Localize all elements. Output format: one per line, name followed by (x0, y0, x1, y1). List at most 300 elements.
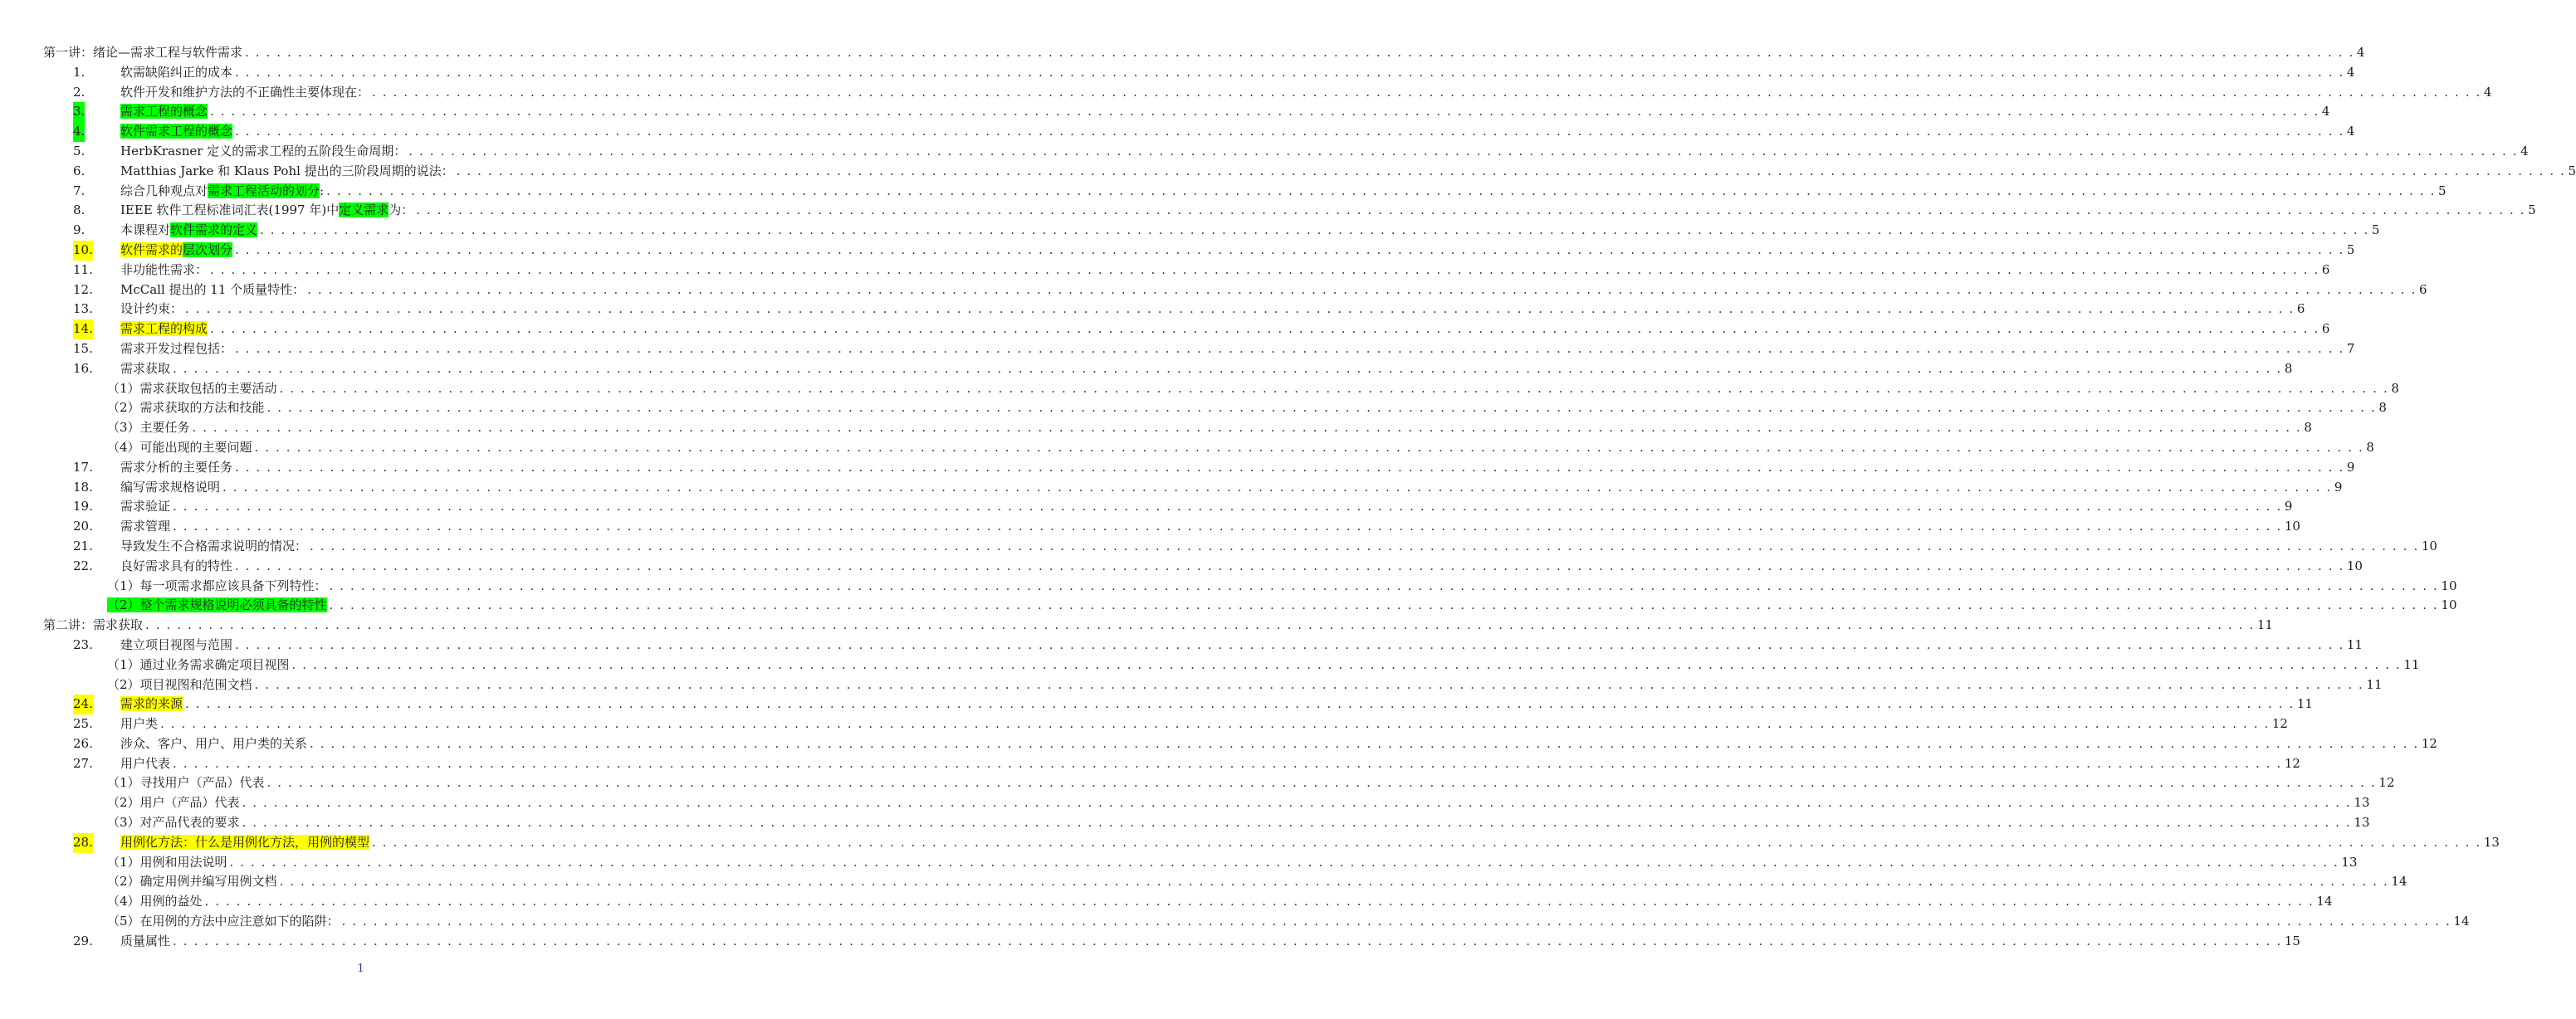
toc-entry (107, 773, 2395, 793)
toc-page-number: 11 (2256, 617, 2273, 633)
toc-item-number: 21. (73, 538, 93, 553)
toc-section-row[interactable] (0, 497, 2293, 517)
toc-entry (120, 142, 2529, 162)
toc-title-segment: HerbKrasner 定义的需求工程的五阶段生命周期： (120, 143, 407, 158)
toc-leader-dots: . . . . . . . . . . . . . . . . . . . . . . . . . . . . . . . . . . . . . . . . . . . . . . . . . . . . . . . . . . . . . . . . . . . . . . . . . . . . . . . . . . . . . . . . . . . . . . . . . . . . . . . . . . . . . . . . . . . . . . . . . . . . . . . . . . . . . . . . . . . . . . . . . . . . . . . . . . . . . . . . . . . . . . . . . . . . . . . . . . . . . . . . . . . . . . . . . . . . . . . . (456, 163, 2566, 178)
toc-title-segment: （1）寻找用户（产品）代表 (107, 775, 265, 791)
toc-title-segment: 建立项目视图与范围 (120, 636, 233, 652)
toc-item-title (107, 675, 252, 695)
toc-page-number: 4 (2356, 45, 2365, 60)
toc-item-title (120, 162, 454, 182)
toc-leader-dots: . . . . . . . . . . . . . . . . . . . . . . . . . . . . . . . . . . . . . . . . . . . . . . . . . . . . . . . . . . . . . . . . . . . . . . . . . . . . . . . . . . . . . . . . . . . . . . . . . . . . . . . . . . . . . . . . . . . . . . . . . . . . . . . . . . . . . . . . . . . . . . . . . . . . . . . . . . . . . . . . . . . . . . . . . . . . . . . . . . . . . . . . . . . . . . . . . . . . . . . . (242, 815, 2352, 831)
toc-item-title (107, 398, 265, 418)
toc-item-title (107, 872, 277, 892)
toc-leader-dots: . . . . . . . . . . . . . . . . . . . . . . . . . . . . . . . . . . . . . . . . . . . . . . . . . . . . . . . . . . . . . . . . . . . . . . . . . . . . . . . . . . . . . . . . . . . . . . . . . . . . . . . . . . . . . . . . . . . . . . . . . . . . . . . . . . . . . . . . . . . . . . . . . . . . . . . . . . . . . . . . . . . . . . . . . . . . . . . . . . . . . . . . . . . . . . . . . . . . . . . . (210, 261, 2319, 277)
toc-item-number: 23. (73, 636, 93, 652)
toc-leader-dots: . . . . . . . . . . . . . . . . . . . . . . . . . . . . . . . . . . . . . . . . . . . . . . . . . . . . . . . . . . . . . . . . . . . . . . . . . . . . . . . . . . . . . . . . . . . . . . . . . . . . . . . . . . . . . . . . . . . . . . . . . . . . . . . . . . . . . . . . . . . . . . . . . . . . . . . . . . . . . . . . . . . . . . . . . . . . . . . . . . . . . . . . . . . . . . . . . . . . . . . . (372, 84, 2481, 100)
toc-title-segment: （2）需求获取的方法和技能 (107, 400, 265, 416)
toc-leader-dots: . . . . . . . . . . . . . . . . . . . . . . . . . . . . . . . . . . . . . . . . . . . . . . . . . . . . . . . . . . . . . . . . . . . . . . . . . . . . . . . . . . . . . . . . . . . . . . . . . . . . . . . . . . . . . . . . . . . . . . . . . . . . . . . . . . . . . . . . . . . . . . . . . . . . . . . . . . . . . . . . . . . . . . . . . . . . . . . . . . . . . . . . . . . . . . . . . . . . . . . . (204, 894, 2314, 909)
toc-section-row[interactable] (0, 142, 2529, 162)
toc-leader-dots: . . . . . . . . . . . . . . . . . . . . . . . . . . . . . . . . . . . . . . . . . . . . . . . . . . . . . . . . . . . . . . . . . . . . . . . . . . . . . . . . . . . . . . . . . . . . . . . . . . . . . . . . . . . . . . . . . . . . . . . . . . . . . . . . . . . . . . . . . . . . . . . . . . . . . . . . . . . . . . . . . . . . . . . . . . . . . . . . . . . . . . . . . . . . . . . . . . . . . . . . (242, 795, 2352, 811)
toc-subsection-row[interactable] (0, 892, 2333, 912)
toc-leader-dots: . . . . . . . . . . . . . . . . . . . . . . . . . . . . . . . . . . . . . . . . . . . . . . . . . . . . . . . . . . . . . . . . . . . . . . . . . . . . . . . . . . . . . . . . . . . . . . . . . . . . . . . . . . . . . . . . . . . . . . . . . . . . . . . . . . . . . . . . . . . . . . . . . . . . . . . . . . . . . . . . . . . . . . . . . . . . . . . . . . . . . . . . . . . . . . . . . . . . . . . . (235, 459, 2344, 475)
toc-section-row[interactable] (0, 122, 2355, 142)
toc-subsection-row[interactable] (0, 793, 2370, 813)
toc-item-number: 4. (73, 122, 85, 142)
toc-section-row[interactable] (0, 241, 2355, 261)
toc-section-row[interactable] (0, 261, 2330, 280)
toc-section-row[interactable] (0, 754, 2300, 774)
toc-page-number: 8 (2366, 439, 2374, 455)
toc-page-number: 11 (2403, 656, 2420, 672)
toc-section-row[interactable] (0, 319, 2330, 339)
toc-page-number: 13 (2483, 834, 2500, 850)
toc-entry (120, 754, 2300, 774)
toc-title-segment: : (320, 183, 325, 198)
toc-title-segment: 层次划分 (183, 241, 233, 257)
toc-entry (107, 853, 2358, 873)
toc-section-row[interactable] (0, 734, 2437, 754)
toc-leader-dots: . . . . . . . . . . . . . . . . . . . . . . . . . . . . . . . . . . . . . . . . . . . . . . . . . . . . . . . . . . . . . . . . . . . . . . . . . . . . . . . . . . . . . . . . . . . . . . . . . . . . . . . . . . . . . . . . . . . . . . . . . . . . . . . . . . . . . . . . . . . . . . . . . . . . . . . . . . . . . . . . . . . . . . . . . . . . . . . . . . . . . . . . . . . . . . . . . . . . . . . . (260, 222, 2369, 238)
toc-entry (120, 83, 2492, 103)
toc-item-title (120, 83, 369, 103)
toc-title-segment: 需求的来源 (120, 696, 183, 712)
toc-section-row[interactable] (0, 714, 2288, 734)
toc-title-segment: （2）用户（产品）代表 (107, 795, 240, 811)
toc-title-segment: 需求开发过程包括： (120, 340, 233, 356)
toc-item-number: 5. (73, 143, 86, 158)
toc-title-segment: （5）在用例的方法中应注意如下的陷阱： (107, 914, 340, 929)
page-number: 1 (357, 963, 364, 975)
toc-leader-dots: . . . . . . . . . . . . . . . . . . . . . . . . . . . . . . . . . . . . . . . . . . . . . . . . . . . . . . . . . . . . . . . . . . . . . . . . . . . . . . . . . . . . . . . . . . . . . . . . . . . . . . . . . . . . . . . . . . . . . . . . . . . . . . . . . . . . . . . . . . . . . . . . . . . . . . . . . . . . . . . . . . . . . . . . . . . . . . . . . . . . . . . . . . . . . . . . . . . . . . . . (235, 558, 2344, 573)
toc-chapter-row[interactable] (0, 43, 2365, 63)
toc-title-segment: （3）对产品代表的要求 (107, 815, 240, 831)
toc-leader-dots: . . . . . . . . . . . . . . . . . . . . . . . . . . . . . . . . . . . . . . . . . . . . . . . . . . . . . . . . . . . . . . . . . . . . . . . . . . . . . . . . . . . . . . . . . . . . . . . . . . . . . . . . . . . . . . . . . . . . . . . . . . . . . . . . . . . . . . . . . . . . . . . . . . . . . . . . . . . . . . . . . . . . . . . . . . . . . . . . . . . . . . . . . . . . . . . . . . . . . . . . (235, 340, 2344, 356)
toc-leader-dots: . . . . . . . . . . . . . . . . . . . . . . . . . . . . . . . . . . . . . . . . . . . . . . . . . . . . . . . . . . . . . . . . . . . . . . . . . . . . . . . . . . . . . . . . . . . . . . . . . . . . . . . . . . . . . . . . . . . . . . . . . . . . . . . . . . . . . . . . . . . . . . . . . . . . . . . . . . . . . . . . . . . . . . . . . . . . . . . . . . . . . . . . . . . . . . . . . . . . . . . . (408, 143, 2519, 158)
toc-section-row[interactable] (0, 695, 2313, 714)
toc-page-number: 14 (2316, 894, 2333, 909)
toc-title-segment: 用户代表 (120, 755, 171, 771)
toc-subsection-row[interactable] (0, 872, 2407, 892)
toc-subsection-row[interactable] (0, 912, 2470, 932)
toc-page-number: 7 (2346, 340, 2355, 356)
toc-page-number: 12 (2421, 735, 2437, 751)
toc-item-title (120, 339, 232, 359)
toc-leader-dots: . . . . . . . . . . . . . . . . . . . . . . . . . . . . . . . . . . . . . . . . . . . . . . . . . . . . . . . . . . . . . . . . . . . . . . . . . . . . . . . . . . . . . . . . . . . . . . . . . . . . . . . . . . . . . . . . . . . . . . . . . . . . . . . . . . . . . . . . . . . . . . . . . . . . . . . . . . . . . . . . . . . . . . . . . . . . . . . . . . . . . . . . . . . . . . . . . . . . . . . . (329, 578, 2439, 593)
toc-section-row[interactable] (0, 478, 2343, 498)
toc-entry (120, 497, 2293, 517)
toc-item-title (43, 616, 143, 636)
toc-item-title (120, 478, 220, 498)
toc-item-title (107, 793, 240, 813)
toc-item-number: 11. (73, 261, 93, 277)
toc-leader-dots: . . . . . . . . . . . . . . . . . . . . . . . . . . . . . . . . . . . . . . . . . . . . . . . . . . . . . . . . . . . . . . . . . . . . . . . . . . . . . . . . . . . . . . . . . . . . . . . . . . . . . . . . . . . . . . . . . . . . . . . . . . . . . . . . . . . . . . . . . . . . . . . . . . . . . . . . . . . . . . . . . . . . . . . . . . . . . . . . . . . . . . . . . . . . . . . . . . . . . . . . (145, 617, 2255, 633)
toc-title-segment: 用例化方法：什么是用例化方法，用例的模型 (120, 834, 370, 850)
toc-item-number: 29. (73, 933, 93, 948)
toc-leader-dots: . . . . . . . . . . . . . . . . . . . . . . . . . . . . . . . . . . . . . . . . . . . . . . . . . . . . . . . . . . . . . . . . . . . . . . . . . . . . . . . . . . . . . . . . . . . . . . . . . . . . . . . . . . . . . . . . . . . . . . . . . . . . . . . . . . . . . . . . . . . . . . . . . . . . . . . . . . . . . . . . . . . . . . . . . . . . . . . . . . . . . . . . . . . . . . . . . . . . . . . . (235, 124, 2344, 139)
toc-section-row[interactable] (0, 221, 2380, 241)
toc-item-title (120, 182, 324, 202)
toc-subsection-row[interactable] (0, 656, 2420, 675)
toc-title-segment: （1）需求获取包括的主要活动 (107, 380, 277, 396)
toc-page-number: 15 (2284, 933, 2300, 948)
table-of-contents (0, 43, 2576, 952)
toc-entry (120, 932, 2300, 952)
toc-page-number: 5 (2371, 222, 2380, 238)
toc-leader-dots: . . . . . . . . . . . . . . . . . . . . . . . . . . . . . . . . . . . . . . . . . . . . . . . . . . . . . . . . . . . . . . . . . . . . . . . . . . . . . . . . . . . . . . . . . . . . . . . . . . . . . . . . . . . . . . . . . . . . . . . . . . . . . . . . . . . . . . . . . . . . . . . . . . . . . . . . . . . . . . . . . . . . . . . . . . . . . . . . . . . . . . . . . . . . . . . . . . . . . . . . (310, 735, 2419, 751)
toc-leader-dots: . . . . . . . . . . . . . . . . . . . . . . . . . . . . . . . . . . . . . . . . . . . . . . . . . . . . . . . . . . . . . . . . . . . . . . . . . . . . . . . . . . . . . . . . . . . . . . . . . . . . . . . . . . . . . . . . . . . . . . . . . . . . . . . . . . . . . . . . . . . . . . . . . . . . . . . . . . . . . . . . . . . . . . . . . . . . . . . . . . . . . . . . . . . . . . . . . . . . . . . . (235, 636, 2344, 652)
toc-page-number: 12 (2378, 775, 2395, 791)
toc-title-segment: （1）每一项需求都应该具备下列特性： (107, 578, 327, 593)
toc-entry (120, 300, 2305, 319)
toc-leader-dots: . . . . . . . . . . . . . . . . . . . . . . . . . . . . . . . . . . . . . . . . . . . . . . . . . . . . . . . . . . . . . . . . . . . . . . . . . . . . . . . . . . . . . . . . . . . . . . . . . . . . . . . . . . . . . . . . . . . . . . . . . . . . . . . . . . . . . . . . . . . . . . . . . . . . . . . . . . . . . . . . . . . . . . . . . . . . . . . . . . . . . . . . . . . . . . . . . . . . . . . . (173, 755, 2282, 771)
toc-item-title (120, 122, 232, 142)
toc-section-row[interactable] (0, 63, 2355, 83)
toc-entry (120, 517, 2300, 537)
toc-item-number: 26. (73, 735, 93, 751)
toc-item-title (120, 221, 257, 241)
toc-section-row[interactable] (0, 102, 2330, 122)
toc-item-title (107, 912, 340, 932)
toc-subsection-row[interactable] (0, 398, 2387, 418)
toc-item-number: 24. (73, 695, 93, 714)
toc-title-segment: 定义需求 (339, 202, 389, 218)
toc-item-title (120, 359, 170, 379)
toc-page-number: 13 (2354, 795, 2370, 811)
toc-title-segment: 软件需求工程的概念 (120, 124, 233, 139)
toc-item-title (107, 892, 203, 912)
toc-section-row[interactable] (0, 458, 2355, 478)
toc-entry (120, 319, 2330, 339)
toc-page-number: 5 (2568, 163, 2576, 178)
toc-item-number: 8. (73, 202, 86, 218)
toc-section-row[interactable] (0, 557, 2363, 577)
toc-item-number: 25. (73, 716, 93, 732)
toc-title-segment: 非功能性需求： (120, 261, 208, 277)
toc-section-row[interactable] (0, 83, 2492, 103)
toc-item-title (107, 853, 227, 873)
toc-page-number: 6 (2321, 261, 2330, 277)
toc-leader-dots: . . . . . . . . . . . . . . . . . . . . . . . . . . . . . . . . . . . . . . . . . . . . . . . . . . . . . . . . . . . . . . . . . . . . . . . . . . . . . . . . . . . . . . . . . . . . . . . . . . . . . . . . . . . . . . . . . . . . . . . . . . . . . . . . . . . . . . . . . . . . . . . . . . . . . . . . . . . . . . . . . . . . . . . . . . . . . . . . . . . . . . . . . . . . . . . . . . . . . . . . (326, 183, 2436, 198)
toc-leader-dots: . . . . . . . . . . . . . . . . . . . . . . . . . . . . . . . . . . . . . . . . . . . . . . . . . . . . . . . . . . . . . . . . . . . . . . . . . . . . . . . . . . . . . . . . . . . . . . . . . . . . . . . . . . . . . . . . . . . . . . . . . . . . . . . . . . . . . . . . . . . . . . . . . . . . . . . . . . . . . . . . . . . . . . . . . . . . . . . . . . . . . . . . . . . . . . . . . . . . . . . . (185, 301, 2295, 317)
toc-item-number: 1. (73, 64, 86, 80)
toc-item-number: 20. (73, 519, 93, 534)
toc-item-number: 10. (73, 241, 93, 261)
toc-title-segment: 编写需求规格说明 (120, 479, 221, 495)
toc-leader-dots: . . . . . . . . . . . . . . . . . . . . . . . . . . . . . . . . . . . . . . . . . . . . . . . . . . . . . . . . . . . . . . . . . . . . . . . . . . . . . . . . . . . . . . . . . . . . . . . . . . . . . . . . . . . . . . . . . . . . . . . . . . . . . . . . . . . . . . . . . . . . . . . . . . . . . . . . . . . . . . . . . . . . . . . . . . . . . . . . . . . . . . . . . . . . . . . . . . . . . . . . (279, 380, 2389, 396)
toc-leader-dots: . . . . . . . . . . . . . . . . . . . . . . . . . . . . . . . . . . . . . . . . . . . . . . . . . . . . . . . . . . . . . . . . . . . . . . . . . . . . . . . . . . . . . . . . . . . . . . . . . . . . . . . . . . . . . . . . . . . . . . . . . . . . . . . . . . . . . . . . . . . . . . . . . . . . . . . . . . . . . . . . . . . . . . . . . . . . . . . . . . . . . . . . . . . . . . . . . . . . . . . . (372, 834, 2481, 850)
toc-entry (107, 379, 2399, 399)
toc-title-segment: 需求分析的主要任务 (120, 459, 233, 475)
toc-title-segment: 软件需求的定义 (170, 222, 258, 238)
toc-section-row[interactable] (0, 537, 2437, 557)
toc-page-number: 9 (2284, 499, 2293, 514)
toc-entry (120, 122, 2355, 142)
toc-entry (107, 872, 2407, 892)
toc-page-number: 4 (2321, 104, 2330, 119)
toc-entry (120, 537, 2437, 557)
toc-entry (120, 695, 2313, 714)
toc-entry (120, 162, 2576, 182)
toc-entry (120, 458, 2355, 478)
toc-leader-dots: . . . . . . . . . . . . . . . . . . . . . . . . . . . . . . . . . . . . . . . . . . . . . . . . . . . . . . . . . . . . . . . . . . . . . . . . . . . . . . . . . . . . . . . . . . . . . . . . . . . . . . . . . . . . . . . . . . . . . . . . . . . . . . . . . . . . . . . . . . . . . . . . . . . . . . . . . . . . . . . . . . . . . . . . . . . . . . . . . . . . . . . . . . . . . . . . . . . . . . . . (245, 45, 2354, 60)
toc-page-number: 10 (2421, 538, 2437, 553)
toc-leader-dots: . . . . . . . . . . . . . . . . . . . . . . . . . . . . . . . . . . . . . . . . . . . . . . . . . . . . . . . . . . . . . . . . . . . . . . . . . . . . . . . . . . . . . . . . . . . . . . . . . . . . . . . . . . . . . . . . . . . . . . . . . . . . . . . . . . . . . . . . . . . . . . . . . . . . . . . . . . . . . . . . . . . . . . . . . . . . . . . . . . . . . . . . . . . . . . . . . . . . . . . . (307, 281, 2417, 297)
toc-subsection-row[interactable] (0, 577, 2457, 597)
toc-title-segment: 综合几种观点对 (120, 183, 208, 198)
toc-item-number: 16. (73, 360, 93, 376)
toc-section-row[interactable] (0, 280, 2427, 300)
toc-item-number: 27. (73, 755, 93, 771)
toc-entry (120, 359, 2293, 379)
toc-item-title (120, 497, 170, 517)
toc-entry (120, 63, 2355, 83)
toc-title-segment: 涉众、客户、用户、用户类的关系 (120, 735, 308, 751)
toc-title-segment: 第一讲：绪论—需求工程与软件需求 (43, 45, 243, 60)
toc-section-row[interactable] (0, 359, 2293, 379)
toc-page-number: 9 (2334, 479, 2343, 495)
toc-section-row[interactable] (0, 517, 2300, 537)
toc-item-title (120, 932, 170, 952)
toc-page-number: 6 (2321, 321, 2330, 337)
toc-page-number: 4 (2346, 64, 2355, 80)
toc-title-segment: （3）主要任务 (107, 420, 190, 436)
toc-leader-dots: . . . . . . . . . . . . . . . . . . . . . . . . . . . . . . . . . . . . . . . . . . . . . . . . . . . . . . . . . . . . . . . . . . . . . . . . . . . . . . . . . . . . . . . . . . . . . . . . . . . . . . . . . . . . . . . . . . . . . . . . . . . . . . . . . . . . . . . . . . . . . . . . . . . . . . . . . . . . . . . . . . . . . . . . . . . . . . . . . . . . . . . . . . . . . . . . . . . . . . . . (341, 914, 2451, 929)
toc-leader-dots: . . . . . . . . . . . . . . . . . . . . . . . . . . . . . . . . . . . . . . . . . . . . . . . . . . . . . . . . . . . . . . . . . . . . . . . . . . . . . . . . . . . . . . . . . . . . . . . . . . . . . . . . . . . . . . . . . . . . . . . . . . . . . . . . . . . . . . . . . . . . . . . . . . . . . . . . . . . . . . . . . . . . . . . . . . . . . . . . . . . . . . . . . . . . . . . . . . . . . . . . (254, 676, 2364, 692)
toc-item-number: 22. (73, 558, 93, 573)
toc-section-row[interactable] (0, 162, 2576, 182)
toc-item-title (120, 714, 158, 734)
toc-title-segment: Matthias Jarke 和 Klaus Pohl 提出的三阶段周期的说法： (120, 163, 454, 178)
toc-subsection-row[interactable] (0, 438, 2374, 458)
toc-entry (120, 102, 2330, 122)
toc-entry (120, 714, 2288, 734)
toc-entry (107, 418, 2312, 438)
toc-page-number: 8 (2378, 400, 2387, 416)
toc-entry (107, 596, 2457, 616)
toc-item-number: 6. (73, 163, 86, 178)
toc-section-row[interactable] (0, 636, 2363, 656)
toc-section-row[interactable] (0, 932, 2300, 952)
toc-item-title (107, 813, 240, 833)
toc-item-title (120, 63, 232, 83)
toc-section-row[interactable] (0, 300, 2305, 319)
toc-title-segment: 软件开发和维护方法的不正确性主要体现在： (120, 84, 370, 100)
toc-section-row[interactable] (0, 339, 2355, 359)
toc-item-title (120, 636, 232, 656)
toc-entry (120, 280, 2427, 300)
toc-entry (120, 221, 2380, 241)
toc-title-segment: 质量属性 (120, 933, 171, 948)
toc-entry (120, 557, 2363, 577)
toc-leader-dots: . . . . . . . . . . . . . . . . . . . . . . . . . . . . . . . . . . . . . . . . . . . . . . . . . . . . . . . . . . . . . . . . . . . . . . . . . . . . . . . . . . . . . . . . . . . . . . . . . . . . . . . . . . . . . . . . . . . . . . . . . . . . . . . . . . . . . . . . . . . . . . . . . . . . . . . . . . . . . . . . . . . . . . . . . . . . . . . . . . . . . . . . . . . . . . . . . . . . . . . . (185, 696, 2295, 712)
toc-leader-dots: . . . . . . . . . . . . . . . . . . . . . . . . . . . . . . . . . . . . . . . . . . . . . . . . . . . . . . . . . . . . . . . . . . . . . . . . . . . . . . . . . . . . . . . . . . . . . . . . . . . . . . . . . . . . . . . . . . . . . . . . . . . . . . . . . . . . . . . . . . . . . . . . . . . . . . . . . . . . . . . . . . . . . . . . . . . . . . . . . . . . . . . . . . . . . . . . . . . . . . . . (235, 241, 2344, 257)
toc-entry (107, 398, 2387, 418)
toc-title-segment: （4）可能出现的主要问题 (107, 439, 252, 455)
toc-title-segment: （1）通过业务需求确定项目视图 (107, 656, 290, 672)
toc-leader-dots: . . . . . . . . . . . . . . . . . . . . . . . . . . . . . . . . . . . . . . . . . . . . . . . . . . . . . . . . . . . . . . . . . . . . . . . . . . . . . . . . . . . . . . . . . . . . . . . . . . . . . . . . . . . . . . . . . . . . . . . . . . . . . . . . . . . . . . . . . . . . . . . . . . . . . . . . . . . . . . . . . . . . . . . . . . . . . . . . . . . . . . . . . . . . . . . . . . . . . . . . (291, 656, 2402, 672)
toc-entry (107, 656, 2420, 675)
toc-item-title (120, 300, 183, 319)
toc-item-number: 13. (73, 301, 93, 317)
toc-entry (107, 912, 2470, 932)
toc-item-number: 3. (73, 102, 85, 122)
toc-entry (120, 734, 2437, 754)
toc-leader-dots: . . . . . . . . . . . . . . . . . . . . . . . . . . . . . . . . . . . . . . . . . . . . . . . . . . . . . . . . . . . . . . . . . . . . . . . . . . . . . . . . . . . . . . . . . . . . . . . . . . . . . . . . . . . . . . . . . . . . . . . . . . . . . . . . . . . . . . . . . . . . . . . . . . . . . . . . . . . . . . . . . . . . . . . . . . . . . . . . . . . . . . . . . . . . . . . . . . . . . . . . (266, 775, 2377, 791)
toc-entry (107, 892, 2333, 912)
toc-entry (43, 43, 2365, 63)
toc-item-title (120, 319, 208, 339)
toc-leader-dots: . . . . . . . . . . . . . . . . . . . . . . . . . . . . . . . . . . . . . . . . . . . . . . . . . . . . . . . . . . . . . . . . . . . . . . . . . . . . . . . . . . . . . . . . . . . . . . . . . . . . . . . . . . . . . . . . . . . . . . . . . . . . . . . . . . . . . . . . . . . . . . . . . . . . . . . . . . . . . . . . . . . . . . . . . . . . . . . . . . . . . . . . . . . . . . . . . . . . . . . . (160, 716, 2270, 732)
toc-subsection-row[interactable] (0, 853, 2358, 873)
toc-entry (107, 813, 2370, 833)
toc-leader-dots: . . . . . . . . . . . . . . . . . . . . . . . . . . . . . . . . . . . . . . . . . . . . . . . . . . . . . . . . . . . . . . . . . . . . . . . . . . . . . . . . . . . . . . . . . . . . . . . . . . . . . . . . . . . . . . . . . . . . . . . . . . . . . . . . . . . . . . . . . . . . . . . . . . . . . . . . . . . . . . . . . . . . . . . . . . . . . . . . . . . . . . . . . . . . . . . . . . . . . . . . (192, 420, 2302, 436)
toc-item-title (120, 695, 183, 714)
toc-subsection-row[interactable] (0, 418, 2312, 438)
toc-title-segment: 导致发生不合格需求说明的情况： (120, 538, 308, 553)
toc-subsection-row[interactable] (0, 379, 2399, 399)
toc-entry (120, 833, 2500, 853)
toc-subsection-row[interactable] (0, 773, 2395, 793)
toc-title-segment: 为： (389, 202, 414, 218)
toc-item-number: 19. (73, 499, 93, 514)
toc-entry (120, 201, 2536, 221)
toc-item-title (107, 656, 290, 675)
toc-page-number: 11 (2296, 696, 2313, 712)
toc-entry (107, 793, 2370, 813)
toc-item-number: 18. (73, 479, 93, 495)
toc-title-segment: 用户类 (120, 716, 159, 732)
toc-item-title (120, 261, 208, 280)
toc-item-title (120, 458, 232, 478)
toc-item-title (107, 379, 277, 399)
toc-entry (107, 438, 2374, 458)
toc-entry (120, 339, 2355, 359)
toc-page-number: 14 (2391, 874, 2407, 890)
toc-page-number: 8 (2284, 360, 2293, 376)
toc-title-segment: 需求工程的概念 (120, 104, 208, 119)
toc-page-number: 13 (2341, 854, 2358, 870)
toc-section-row[interactable] (0, 182, 2446, 202)
toc-title-segment: 软需缺陷纠正的成本 (120, 64, 233, 80)
toc-title-segment: 本课程对 (120, 222, 171, 238)
toc-item-number: 12. (73, 281, 93, 297)
toc-page-number: 5 (2346, 241, 2355, 257)
toc-page-number: 4 (2520, 143, 2529, 158)
toc-title-segment: 需求工程的构成 (120, 321, 208, 337)
toc-leader-dots: . . . . . . . . . . . . . . . . . . . . . . . . . . . . . . . . . . . . . . . . . . . . . . . . . . . . . . . . . . . . . . . . . . . . . . . . . . . . . . . . . . . . . . . . . . . . . . . . . . . . . . . . . . . . . . . . . . . . . . . . . . . . . . . . . . . . . . . . . . . . . . . . . . . . . . . . . . . . . . . . . . . . . . . . . . . . . . . . . . . . . . . . . . . . . . . . . . . . . . . . (235, 64, 2344, 80)
toc-leader-dots: . . . . . . . . . . . . . . . . . . . . . . . . . . . . . . . . . . . . . . . . . . . . . . . . . . . . . . . . . . . . . . . . . . . . . . . . . . . . . . . . . . . . . . . . . . . . . . . . . . . . . . . . . . . . . . . . . . . . . . . . . . . . . . . . . . . . . . . . . . . . . . . . . . . . . . . . . . . . . . . . . . . . . . . . . . . . . . . . . . . . . . . . . . . . . . . . . . . . . . . . (222, 479, 2332, 495)
toc-subsection-row[interactable] (0, 675, 2383, 695)
toc-title-segment: （2）整个需求规格说明必须具备的特性 (107, 597, 327, 613)
toc-title-segment: 设计约束： (120, 301, 183, 317)
toc-item-title (120, 734, 307, 754)
toc-title-segment: 需求获取 (120, 360, 171, 376)
toc-title-segment: （2）项目视图和范围文档 (107, 676, 252, 692)
toc-section-row[interactable] (0, 833, 2500, 853)
toc-leader-dots: . . . . . . . . . . . . . . . . . . . . . . . . . . . . . . . . . . . . . . . . . . . . . . . . . . . . . . . . . . . . . . . . . . . . . . . . . . . . . . . . . . . . . . . . . . . . . . . . . . . . . . . . . . . . . . . . . . . . . . . . . . . . . . . . . . . . . . . . . . . . . . . . . . . . . . . . . . . . . . . . . . . . . . . . . . . . . . . . . . . . . . . . . . . . . . . . . . . . . . . . (416, 202, 2526, 218)
toc-item-title (107, 577, 327, 597)
toc-subsection-row[interactable] (0, 596, 2457, 616)
toc-page-number: 10 (2284, 519, 2300, 534)
toc-page-number: 12 (2284, 755, 2300, 771)
toc-item-title (120, 833, 369, 853)
toc-page-number: 9 (2346, 459, 2355, 475)
toc-item-title (120, 517, 170, 537)
toc-title-segment: IEEE 软件工程标准词汇表(1997 年)中 (120, 202, 340, 218)
toc-item-number: 15. (73, 340, 93, 356)
toc-item-number: 7. (73, 183, 86, 198)
toc-leader-dots: . . . . . . . . . . . . . . . . . . . . . . . . . . . . . . . . . . . . . . . . . . . . . . . . . . . . . . . . . . . . . . . . . . . . . . . . . . . . . . . . . . . . . . . . . . . . . . . . . . . . . . . . . . . . . . . . . . . . . . . . . . . . . . . . . . . . . . . . . . . . . . . . . . . . . . . . . . . . . . . . . . . . . . . . . . . . . . . . . . . . . . . . . . . . . . . . . . . . . . . . (329, 597, 2439, 613)
toc-entry (43, 616, 2273, 636)
toc-page-number: 5 (2437, 183, 2446, 198)
toc-item-number: 9. (73, 222, 86, 238)
toc-page-number: 6 (2296, 301, 2305, 317)
toc-page-number: 10 (2346, 558, 2363, 573)
toc-section-row[interactable] (0, 201, 2536, 221)
toc-page-number: 5 (2528, 202, 2536, 218)
toc-item-number: 2. (73, 84, 86, 100)
toc-leader-dots: . . . . . . . . . . . . . . . . . . . . . . . . . . . . . . . . . . . . . . . . . . . . . . . . . . . . . . . . . . . . . . . . . . . . . . . . . . . . . . . . . . . . . . . . . . . . . . . . . . . . . . . . . . . . . . . . . . . . . . . . . . . . . . . . . . . . . . . . . . . . . . . . . . . . . . . . . . . . . . . . . . . . . . . . . . . . . . . . . . . . . . . . . . . . . . . . . . . . . . . . (173, 933, 2282, 948)
toc-page-number: 11 (2366, 676, 2383, 692)
toc-item-title (120, 241, 232, 261)
toc-title-segment: 第二讲：需求获取 (43, 617, 144, 633)
toc-item-title (120, 201, 413, 221)
toc-chapter-row[interactable] (0, 616, 2273, 636)
toc-page-number: 10 (2441, 578, 2457, 593)
toc-page-number: 13 (2354, 815, 2370, 831)
toc-item-number: 14. (73, 319, 93, 339)
toc-item-title (120, 537, 307, 557)
toc-item-title (120, 102, 208, 122)
toc-title-segment: 需求工程活动的划分 (208, 183, 320, 198)
toc-item-title (107, 438, 252, 458)
toc-page-number: 12 (2271, 716, 2288, 732)
toc-leader-dots: . . . . . . . . . . . . . . . . . . . . . . . . . . . . . . . . . . . . . . . . . . . . . . . . . . . . . . . . . . . . . . . . . . . . . . . . . . . . . . . . . . . . . . . . . . . . . . . . . . . . . . . . . . . . . . . . . . . . . . . . . . . . . . . . . . . . . . . . . . . . . . . . . . . . . . . . . . . . . . . . . . . . . . . . . . . . . . . . . . . . . . . . . . . . . . . . . . . . . . . . (210, 104, 2319, 119)
toc-page-number: 8 (2304, 420, 2312, 436)
toc-title-segment: （1）用例和用法说明 (107, 854, 227, 870)
toc-item-title (107, 596, 327, 616)
toc-leader-dots: . . . . . . . . . . . . . . . . . . . . . . . . . . . . . . . . . . . . . . . . . . . . . . . . . . . . . . . . . . . . . . . . . . . . . . . . . . . . . . . . . . . . . . . . . . . . . . . . . . . . . . . . . . . . . . . . . . . . . . . . . . . . . . . . . . . . . . . . . . . . . . . . . . . . . . . . . . . . . . . . . . . . . . . . . . . . . . . . . . . . . . . . . . . . . . . . . . . . . . . . (173, 519, 2282, 534)
toc-entry (120, 261, 2330, 280)
toc-entry (120, 478, 2343, 498)
toc-entry (107, 675, 2383, 695)
toc-leader-dots: . . . . . . . . . . . . . . . . . . . . . . . . . . . . . . . . . . . . . . . . . . . . . . . . . . . . . . . . . . . . . . . . . . . . . . . . . . . . . . . . . . . . . . . . . . . . . . . . . . . . . . . . . . . . . . . . . . . . . . . . . . . . . . . . . . . . . . . . . . . . . . . . . . . . . . . . . . . . . . . . . . . . . . . . . . . . . . . . . . . . . . . . . . . . . . . . . . . . . . . . (173, 360, 2282, 376)
toc-item-title (120, 557, 232, 577)
toc-title-segment: （4）用例的益处 (107, 894, 203, 909)
toc-title-segment: 良好需求具有的特性 (120, 558, 233, 573)
toc-entry (120, 636, 2363, 656)
toc-title-segment: McCall 提出的 11 个质量特性： (120, 281, 306, 297)
toc-page-number: 10 (2441, 597, 2457, 613)
toc-item-title (120, 754, 170, 774)
toc-item-title (107, 418, 190, 438)
toc-title-segment: 需求验证 (120, 499, 171, 514)
toc-leader-dots: . . . . . . . . . . . . . . . . . . . . . . . . . . . . . . . . . . . . . . . . . . . . . . . . . . . . . . . . . . . . . . . . . . . . . . . . . . . . . . . . . . . . . . . . . . . . . . . . . . . . . . . . . . . . . . . . . . . . . . . . . . . . . . . . . . . . . . . . . . . . . . . . . . . . . . . . . . . . . . . . . . . . . . . . . . . . . . . . . . . . . . . . . . . . . . . . . . . . . . . . (279, 874, 2389, 890)
toc-item-number: 28. (73, 833, 93, 853)
toc-title-segment: （2）确定用例并编写用例文档 (107, 874, 277, 890)
toc-entry (120, 241, 2355, 261)
toc-leader-dots: . . . . . . . . . . . . . . . . . . . . . . . . . . . . . . . . . . . . . . . . . . . . . . . . . . . . . . . . . . . . . . . . . . . . . . . . . . . . . . . . . . . . . . . . . . . . . . . . . . . . . . . . . . . . . . . . . . . . . . . . . . . . . . . . . . . . . . . . . . . . . . . . . . . . . . . . . . . . . . . . . . . . . . . . . . . . . . . . . . . . . . . . . . . . . . . . . . . . . . . . (229, 854, 2339, 870)
toc-leader-dots: . . . . . . . . . . . . . . . . . . . . . . . . . . . . . . . . . . . . . . . . . . . . . . . . . . . . . . . . . . . . . . . . . . . . . . . . . . . . . . . . . . . . . . . . . . . . . . . . . . . . . . . . . . . . . . . . . . . . . . . . . . . . . . . . . . . . . . . . . . . . . . . . . . . . . . . . . . . . . . . . . . . . . . . . . . . . . . . . . . . . . . . . . . . . . . . . . . . . . . . . (310, 538, 2419, 553)
toc-leader-dots: . . . . . . . . . . . . . . . . . . . . . . . . . . . . . . . . . . . . . . . . . . . . . . . . . . . . . . . . . . . . . . . . . . . . . . . . . . . . . . . . . . . . . . . . . . . . . . . . . . . . . . . . . . . . . . . . . . . . . . . . . . . . . . . . . . . . . . . . . . . . . . . . . . . . . . . . . . . . . . . . . . . . . . . . . . . . . . . . . . . . . . . . . . . . . . . . . . . . . . . . (254, 439, 2364, 455)
toc-subsection-row[interactable] (0, 813, 2370, 833)
toc-title-segment: 需求管理 (120, 519, 171, 534)
toc-page-number: 11 (2346, 636, 2363, 652)
toc-page-number: 4 (2483, 84, 2492, 100)
toc-page-number: 8 (2391, 380, 2399, 396)
toc-title-segment: 软件需求的 (120, 241, 183, 257)
